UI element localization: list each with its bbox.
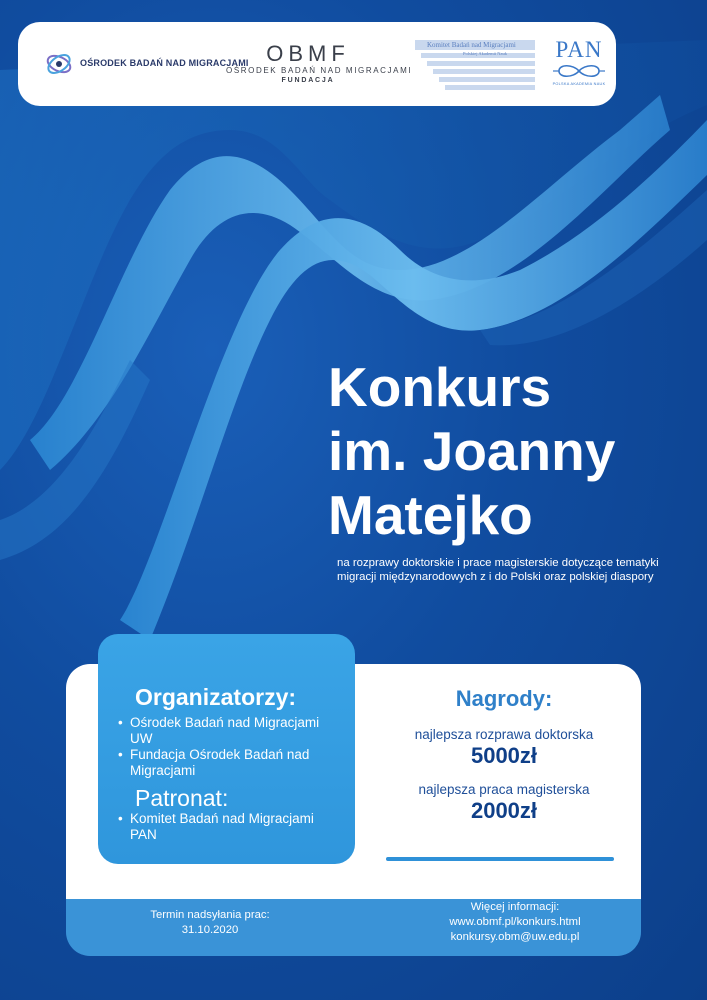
title-line-1: Konkurs: [328, 356, 552, 418]
list-item: • Fundacja Ośrodek Badań nad Migracjami: [118, 747, 338, 779]
logo-bar: [18, 22, 616, 106]
list-item: • Komitet Badań nad Migracjami PAN: [118, 811, 338, 843]
pan-subtitle: POLSKA AKADEMIA NAUK: [552, 82, 606, 86]
pan-logo: [549, 38, 609, 86]
prize-label-masters: najlepsza praca magisterska: [418, 782, 590, 797]
obmf-foundation-label: FUNDACJA: [281, 77, 335, 84]
deadline-label: Termin nadsyłania prac:: [150, 909, 270, 921]
obmf-logo: [226, 41, 413, 86]
title-line-2: im. Joanny: [328, 420, 616, 482]
prize-amount-masters: 2000zł: [470, 798, 538, 823]
prize-amount-doctoral: 5000zł: [470, 743, 538, 768]
obm-uw-name: OŚRODEK BADAŃ NAD MIGRACJAMI: [80, 58, 249, 68]
organizers-box: [98, 634, 355, 864]
kbnm-subtitle: Polskiej Akademii Nauk: [463, 51, 507, 56]
more-info-url[interactable]: www.obmf.pl/konkurs.html: [449, 916, 581, 928]
title-line-3: Matejko: [328, 484, 533, 546]
prize-label-doctoral: najlepsza rozprawa doktorska: [414, 727, 594, 742]
deadline: [120, 908, 300, 938]
prizes-heading: Nagrody:: [455, 686, 553, 711]
prizes-section: [378, 684, 630, 824]
patronage-heading: Patronat:: [135, 785, 229, 811]
list-item: • Ośrodek Badań nad Migracjami UW: [118, 715, 338, 747]
deadline-date: 31.10.2020: [181, 924, 239, 936]
infinity-icon: [553, 62, 605, 80]
obm-uw-logo: [44, 46, 249, 82]
more-info-email[interactable]: konkursy.obm@uw.edu.pl: [450, 931, 580, 943]
kbnm-pan-logo: [413, 38, 613, 98]
patronage-list: [118, 811, 338, 843]
page-title: [328, 355, 615, 547]
more-info: [410, 900, 620, 945]
subtitle: na rozprawy doktorskie i prace magisterskie dotyczące tematyki migracji międzynarodowych z i do Polski oraz polskiej diaspory: [337, 557, 659, 583]
obm-emblem-icon: [44, 50, 74, 78]
organizers-heading: Organizatorzy:: [135, 684, 297, 710]
organizers-list: [118, 715, 338, 779]
obmf-subtitle: OŚRODEK BADAŃ NAD MIGRACJAMI: [226, 66, 413, 75]
obmf-wordmark: OBMF: [266, 41, 350, 66]
kbnm-name: Komitet Badań nad Migracjami: [427, 41, 516, 49]
pan-wordmark: PAN: [555, 37, 603, 62]
more-info-label: Więcej informacji:: [470, 901, 560, 913]
divider: [386, 857, 614, 861]
